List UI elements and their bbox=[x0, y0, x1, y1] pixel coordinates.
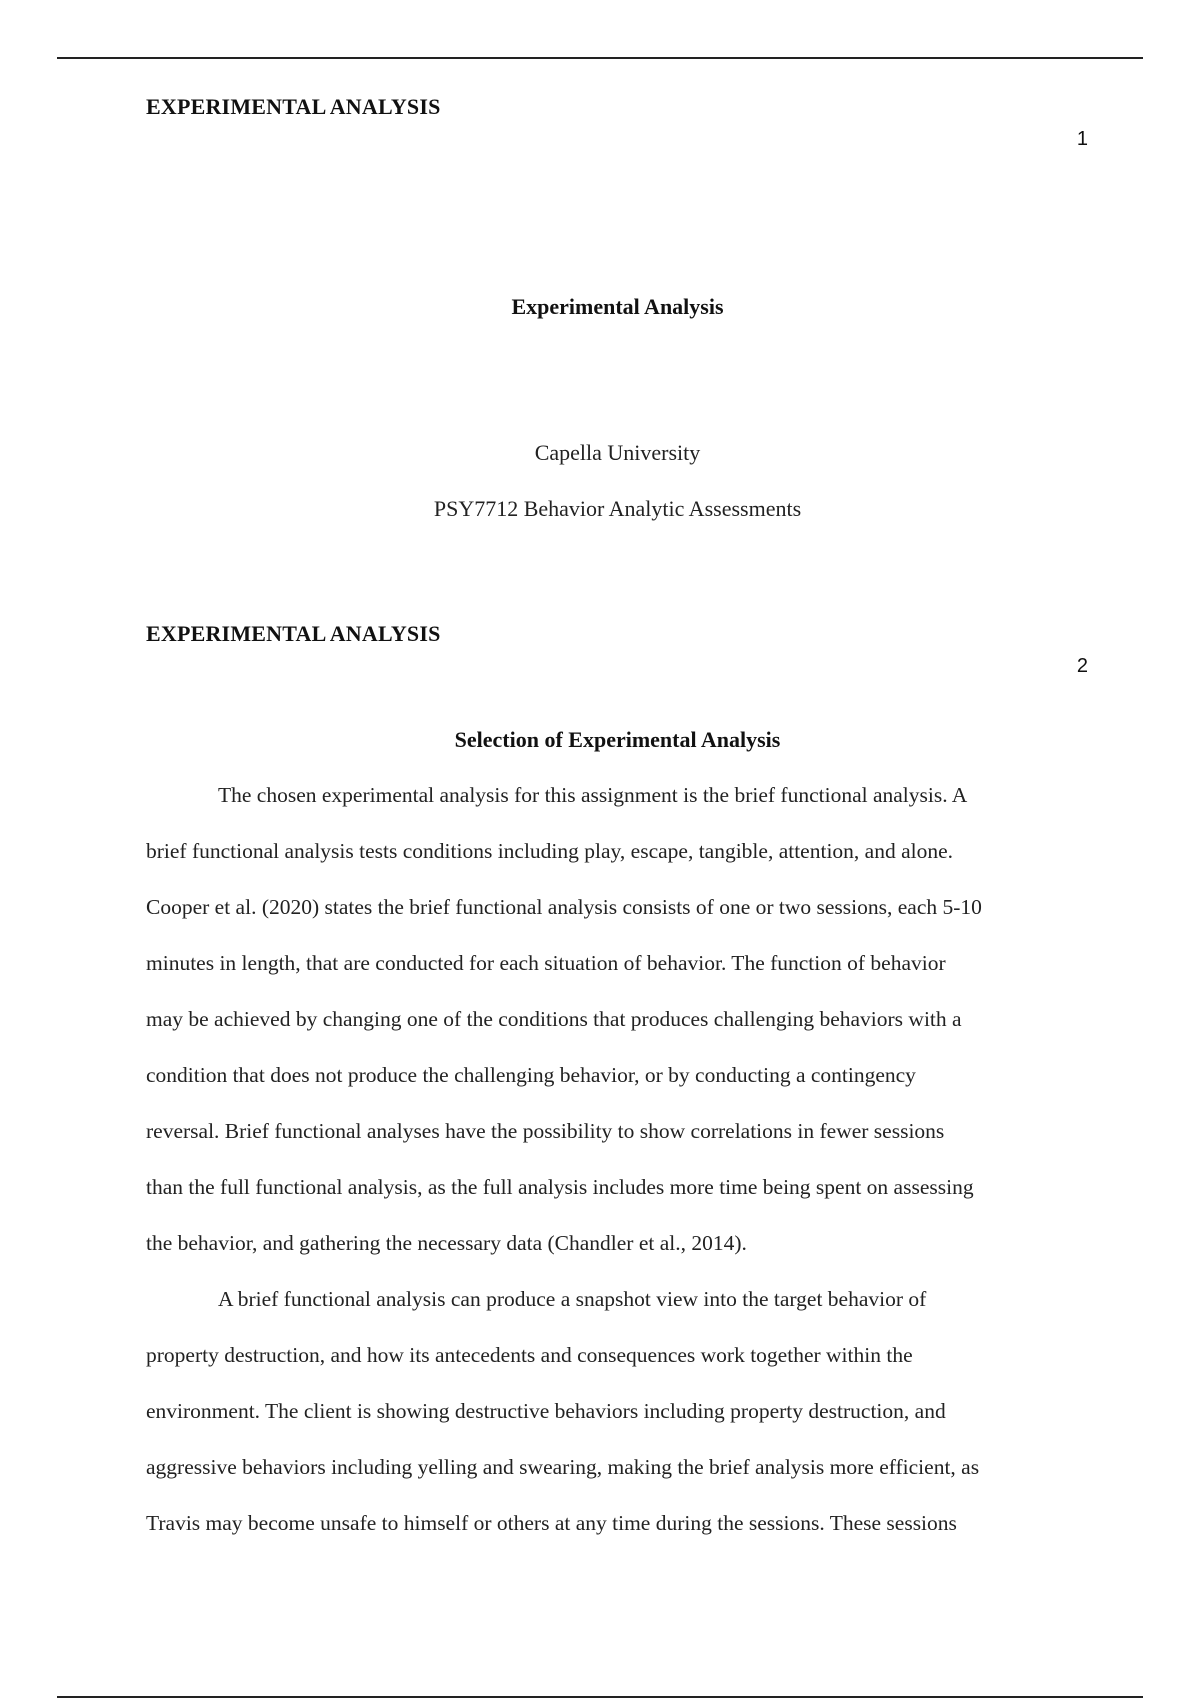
body-line: A brief functional analysis can produce a snapshot view into the target behavior of bbox=[218, 1287, 927, 1311]
institution-name: Capella University bbox=[534, 440, 701, 465]
course-name: PSY7712 Behavior Analytic Assessments bbox=[433, 496, 802, 521]
body-line: than the full functional analysis, as the full analysis includes more time being spent on assessing bbox=[146, 1175, 974, 1199]
body-text bbox=[146, 775, 1086, 1559]
body-line: aggressive behaviors including yelling and swearing, making the brief analysis more efficient, as bbox=[146, 1455, 980, 1479]
body-line: The chosen experimental analysis for this assignment is the brief functional analysis. A bbox=[218, 783, 968, 807]
body-line: brief functional analysis tests conditions including play, escape, tangible, attention, and alone. bbox=[146, 839, 954, 863]
body-line: may be achieved by changing one of the conditions that produces challenging behaviors with a bbox=[146, 1007, 962, 1031]
body-line: Travis may become unsafe to himself or others at any time during the sessions. These sessions bbox=[146, 1511, 957, 1535]
body-line: condition that does not produce the challenging behavior, or by conducting a contingency bbox=[146, 1063, 916, 1087]
body-line: the behavior, and gathering the necessary data (Chandler et al., 2014). bbox=[146, 1231, 747, 1255]
section-heading: Selection of Experimental Analysis bbox=[454, 727, 781, 752]
body-line: environment. The client is showing destructive behaviors including property destruction, and bbox=[146, 1399, 946, 1423]
page-number-2: 2 bbox=[1076, 655, 1088, 677]
top-page-border bbox=[57, 57, 1143, 59]
page-number-1: 1 bbox=[1076, 128, 1088, 150]
running-head-page-1: EXPERIMENTAL ANALYSIS bbox=[146, 94, 441, 119]
paper-title: Experimental Analysis bbox=[511, 294, 724, 319]
body-line: property destruction, and how its antecedents and consequences work together within the bbox=[146, 1343, 913, 1367]
body-line: reversal. Brief functional analyses have the possibility to show correlations in fewer sessions bbox=[146, 1119, 945, 1143]
body-line: minutes in length, that are conducted for each situation of behavior. The function of behavior bbox=[146, 951, 946, 975]
running-head-page-2: EXPERIMENTAL ANALYSIS bbox=[146, 621, 441, 646]
bottom-page-border bbox=[57, 1696, 1143, 1698]
body-line: Cooper et al. (2020) states the brief functional analysis consists of one or two sessions, each 5-10 bbox=[146, 895, 982, 919]
